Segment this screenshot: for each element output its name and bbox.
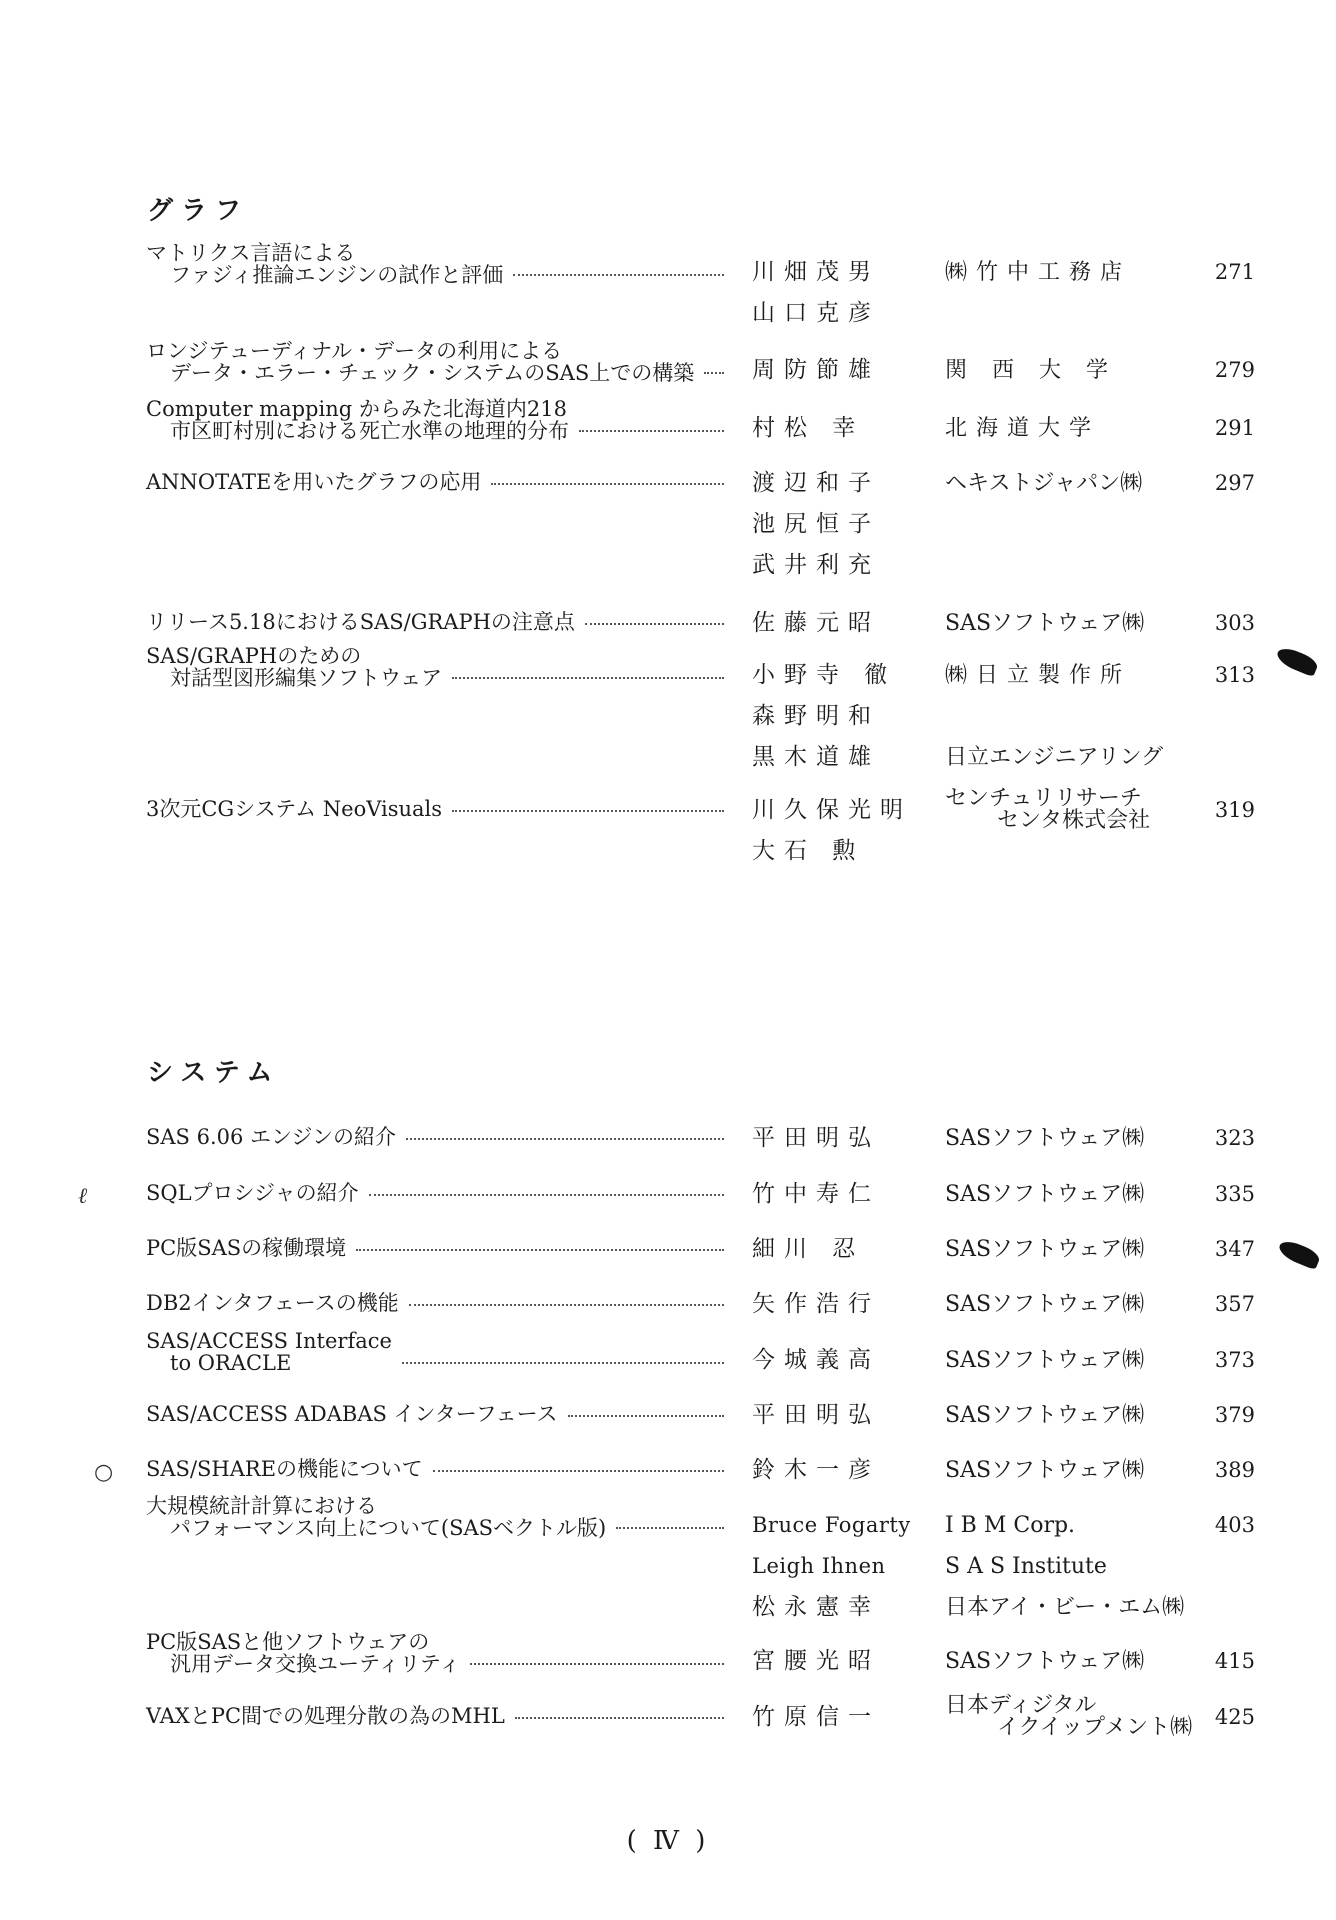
- affiliation-line: SASソフトウェア㈱: [945, 1348, 1145, 1373]
- page-number: 347: [1214, 1237, 1255, 1261]
- entry-title-line: 対話型図形編集ソフトウェア: [170, 666, 443, 690]
- author-name: 森野明和: [752, 703, 880, 729]
- entry-title-text: [146, 1458, 423, 1480]
- entry-title-line: to ORACLE: [170, 1351, 292, 1375]
- affiliation-line: SASソフトウェア㈱: [945, 1126, 1145, 1151]
- dotted-leader: [470, 1651, 724, 1665]
- entry-affiliation: [945, 1229, 1175, 1270]
- entry-title: [146, 1458, 736, 1480]
- entry-title: [146, 1292, 736, 1314]
- author-name: 平田明弘: [752, 1125, 880, 1151]
- entry-title: [146, 1403, 736, 1425]
- entry-affiliation: [945, 1174, 1175, 1215]
- author-name: Leigh Ihnen: [752, 1554, 886, 1578]
- entry-title-text: [146, 1292, 399, 1314]
- entry-affiliation: [945, 1284, 1175, 1325]
- ink-blot-mark: [1276, 1238, 1322, 1270]
- page-number: 357: [1214, 1292, 1255, 1316]
- entry-title: [146, 1237, 736, 1259]
- author-name: 竹中寿仁: [752, 1181, 880, 1207]
- author-name: 村松 幸: [752, 415, 865, 441]
- entry-title-text: [146, 611, 575, 633]
- entry-affiliation: [945, 788, 1175, 832]
- author-name: 松永憲幸: [752, 1594, 880, 1620]
- entry-title-text: [146, 1330, 392, 1374]
- entry-affiliation: [945, 350, 1175, 391]
- dotted-leader: [579, 418, 724, 432]
- dotted-leader: [433, 1458, 724, 1472]
- entry-title-line: Computer mapping からみた北海道内218: [146, 397, 567, 421]
- entry-title-line: 市区町村別における死亡水準の地理的分布: [170, 419, 569, 443]
- entry-title-line: 3次元CGシステム NeoVisuals: [146, 797, 443, 821]
- author-name: 池尻恒子: [752, 511, 880, 537]
- author-name: 細川 忍: [752, 1236, 865, 1262]
- entry-authors: [752, 1697, 892, 1738]
- entry-title-text: [146, 645, 442, 689]
- affiliation-line: イクイップメント㈱: [997, 1715, 1193, 1740]
- author-name: 今城義高: [752, 1347, 880, 1373]
- section-title-system: システム: [147, 1058, 281, 1088]
- entry-title-line: PC版SASの稼働環境: [146, 1236, 347, 1260]
- dotted-leader: [616, 1515, 724, 1529]
- entry-authors: [752, 1229, 892, 1270]
- page-number: 291: [1214, 416, 1255, 440]
- entry-title: [146, 1705, 736, 1727]
- entry-title: [146, 1495, 736, 1539]
- entry-affiliation: [945, 1395, 1175, 1436]
- entry-title-line: データ・エラー・チェック・システムのSAS上での構築: [170, 361, 695, 385]
- affiliation-line: SASソフトウェア㈱: [945, 1237, 1145, 1262]
- entry-authors: [752, 1340, 892, 1381]
- entry-title-line: VAXとPC間での処理分散の為のMHL: [146, 1704, 505, 1728]
- entry-title: [146, 242, 736, 286]
- affiliation-line: [945, 696, 1175, 737]
- author-name: 平田明弘: [752, 1402, 880, 1428]
- page-number: 389: [1214, 1458, 1255, 1482]
- dotted-leader: [491, 471, 724, 485]
- affiliation-line: ヘキストジャパン㈱: [945, 471, 1143, 496]
- entry-title-text: [146, 340, 694, 384]
- page-number: 297: [1214, 471, 1255, 495]
- author-name: 武井利充: [752, 552, 880, 578]
- affiliation-line: S A S Institute: [945, 1554, 1107, 1579]
- page-number: 373: [1214, 1348, 1255, 1372]
- entry-affiliation: [945, 252, 1175, 293]
- page-number: 379: [1214, 1403, 1255, 1427]
- entry-affiliation: [945, 655, 1175, 778]
- page-number: 335: [1214, 1182, 1255, 1206]
- author-name: 周防節雄: [752, 357, 880, 383]
- entry-title: [146, 1126, 736, 1148]
- entry-title-line: SAS 6.06 エンジンの紹介: [146, 1125, 396, 1149]
- entry-affiliation: [945, 1450, 1175, 1491]
- author-name: 宮腰光昭: [752, 1648, 880, 1674]
- affiliation-line: 日本アイ・ビー・エム㈱: [945, 1595, 1185, 1620]
- entry-authors: [752, 790, 912, 872]
- entry-title-line: 汎用データ交換ユーティリティ: [170, 1652, 461, 1676]
- entry-authors: [752, 350, 892, 391]
- entry-title: [146, 645, 736, 689]
- entry-affiliation: [945, 408, 1175, 449]
- author-name: 黒木道雄: [752, 744, 880, 770]
- author-name: 矢作浩行: [752, 1291, 880, 1317]
- affiliation-line: SASソフトウェア㈱: [945, 1292, 1145, 1317]
- entry-authors: [752, 1505, 911, 1628]
- entry-title: [146, 611, 736, 633]
- entry-title-line: 大規模統計計算における: [146, 1494, 377, 1518]
- entry-authors: [752, 1450, 892, 1491]
- entry-title: [146, 798, 736, 820]
- affiliation-line: SASソフトウェア㈱: [945, 611, 1145, 636]
- entry-title-text: [146, 471, 481, 493]
- author-name: 川久保光明: [752, 797, 912, 823]
- entry-authors: [752, 1118, 892, 1159]
- entry-affiliation: [945, 1505, 1185, 1628]
- margin-pencil-mark: ○: [94, 1460, 114, 1485]
- dotted-leader: [452, 798, 724, 812]
- entry-title-line: DB2インタフェースの機能: [146, 1291, 399, 1315]
- entry-authors: [752, 603, 892, 644]
- entry-title-text: [146, 1237, 346, 1259]
- author-name: 小野寺 徹: [752, 662, 897, 688]
- affiliation-line: SASソフトウェア㈱: [945, 1649, 1145, 1674]
- affiliation-line: センチュリリサーチ: [945, 786, 1142, 811]
- page-number: 303: [1214, 611, 1255, 635]
- affiliation-line: SASソフトウェア㈱: [945, 1403, 1145, 1428]
- dotted-leader: [356, 1237, 724, 1251]
- dotted-leader: [406, 1126, 724, 1140]
- page-number: 403: [1214, 1513, 1255, 1537]
- entry-authors: [752, 408, 892, 449]
- page-number: 319: [1214, 798, 1255, 822]
- author-name: 山口克彦: [752, 300, 880, 326]
- ink-blot-mark: [1274, 645, 1320, 677]
- dotted-leader: [452, 665, 724, 679]
- entry-title-text: [146, 242, 503, 286]
- affiliation-line: SASソフトウェア㈱: [945, 1458, 1145, 1483]
- entry-affiliation: [945, 1340, 1175, 1381]
- entry-authors: [752, 1641, 892, 1682]
- dotted-leader: [513, 262, 724, 276]
- entry-title-text: [146, 1403, 558, 1425]
- page-footer: ( Ⅳ ): [626, 1826, 710, 1856]
- entry-affiliation: [945, 603, 1175, 644]
- affiliation-line: センタ株式会社: [997, 808, 1151, 833]
- entry-title-line: ロンジテューディナル・データの利用による: [146, 339, 563, 363]
- page-number: 279: [1214, 358, 1255, 382]
- entry-affiliation: [945, 1693, 1193, 1740]
- entry-authors: [752, 1395, 892, 1436]
- dotted-leader: [515, 1705, 724, 1719]
- affiliation-line: 日立エンジニアリング: [945, 745, 1164, 770]
- author-name: 佐藤元昭: [752, 610, 880, 636]
- affiliation-line: SASソフトウェア㈱: [945, 1182, 1145, 1207]
- entry-title-line: PC版SASと他ソフトウェアの: [146, 1630, 430, 1654]
- affiliation-line: 北海道大学: [945, 416, 1101, 441]
- entry-title-text: [146, 1182, 359, 1204]
- dotted-leader: [585, 611, 724, 625]
- page-number: 425: [1214, 1705, 1255, 1729]
- author-name: 川畑茂男: [752, 259, 880, 285]
- entry-title-text: [146, 1705, 505, 1727]
- entry-title-line: ANNOTATEを用いたグラフの応用: [146, 470, 482, 494]
- entry-title-line: パフォーマンス向上について(SASベクトル版): [170, 1516, 607, 1540]
- entry-title-line: SAS/GRAPHのための: [146, 644, 362, 668]
- entry-authors: [752, 252, 892, 334]
- entry-title: [146, 471, 736, 493]
- dotted-leader: [402, 1350, 724, 1364]
- entry-authors: [752, 463, 892, 586]
- section-title-graph: グラフ: [147, 196, 250, 226]
- affiliation-line: 日本ディジタル: [945, 1693, 1097, 1718]
- entry-title-text: [146, 1495, 606, 1539]
- entry-title: [146, 1182, 736, 1204]
- entry-title-line: SAS/ACCESS ADABAS インターフェース: [146, 1402, 558, 1426]
- dotted-leader: [409, 1292, 724, 1306]
- dotted-leader: [369, 1182, 724, 1196]
- entry-title: [146, 398, 736, 442]
- entry-authors: [752, 1284, 892, 1325]
- entry-affiliation: [945, 1641, 1175, 1682]
- entry-authors: [752, 1174, 892, 1215]
- entry-title-line: リリース5.18におけるSAS/GRAPHの注意点: [146, 610, 575, 634]
- margin-pencil-mark: ℓ: [78, 1184, 88, 1209]
- author-name: 竹原信一: [752, 1704, 880, 1730]
- author-name: 渡辺和子: [752, 470, 880, 496]
- affiliation-line: ㈱竹中工務店: [945, 260, 1132, 285]
- entry-title-text: [146, 798, 442, 820]
- page-number: 415: [1214, 1649, 1255, 1673]
- entry-title-text: [146, 1126, 396, 1148]
- entry-authors: [752, 655, 897, 778]
- page-number: 271: [1214, 260, 1255, 284]
- entry-title-line: SAS/ACCESS Interface: [146, 1329, 392, 1353]
- author-name: Bruce Fogarty: [752, 1513, 911, 1537]
- entry-title-line: ファジィ推論エンジンの試作と評価: [170, 263, 504, 287]
- entry-title-text: [146, 398, 569, 442]
- entry-title-text: [146, 1631, 460, 1675]
- affiliation-line: 関 西 大 学: [945, 358, 1117, 383]
- entry-title-line: マトリクス言語による: [146, 241, 356, 265]
- dotted-leader: [568, 1403, 724, 1417]
- entry-affiliation: [945, 463, 1175, 504]
- entry-affiliation: [945, 1118, 1175, 1159]
- page-number: 313: [1214, 663, 1255, 687]
- affiliation-line: ㈱日立製作所: [945, 663, 1132, 688]
- dotted-leader: [704, 360, 724, 374]
- page-number: 323: [1214, 1126, 1255, 1150]
- entry-title: [146, 1330, 736, 1374]
- entry-title: [146, 1631, 736, 1675]
- author-name: 大石 勲: [752, 838, 865, 864]
- entry-title-line: SQLプロシジャの紹介: [146, 1181, 359, 1205]
- entry-title: [146, 340, 736, 384]
- affiliation-line: I B M Corp.: [945, 1513, 1076, 1538]
- entry-title-line: SAS/SHAREの機能について: [146, 1457, 423, 1481]
- author-name: 鈴木一彦: [752, 1457, 880, 1483]
